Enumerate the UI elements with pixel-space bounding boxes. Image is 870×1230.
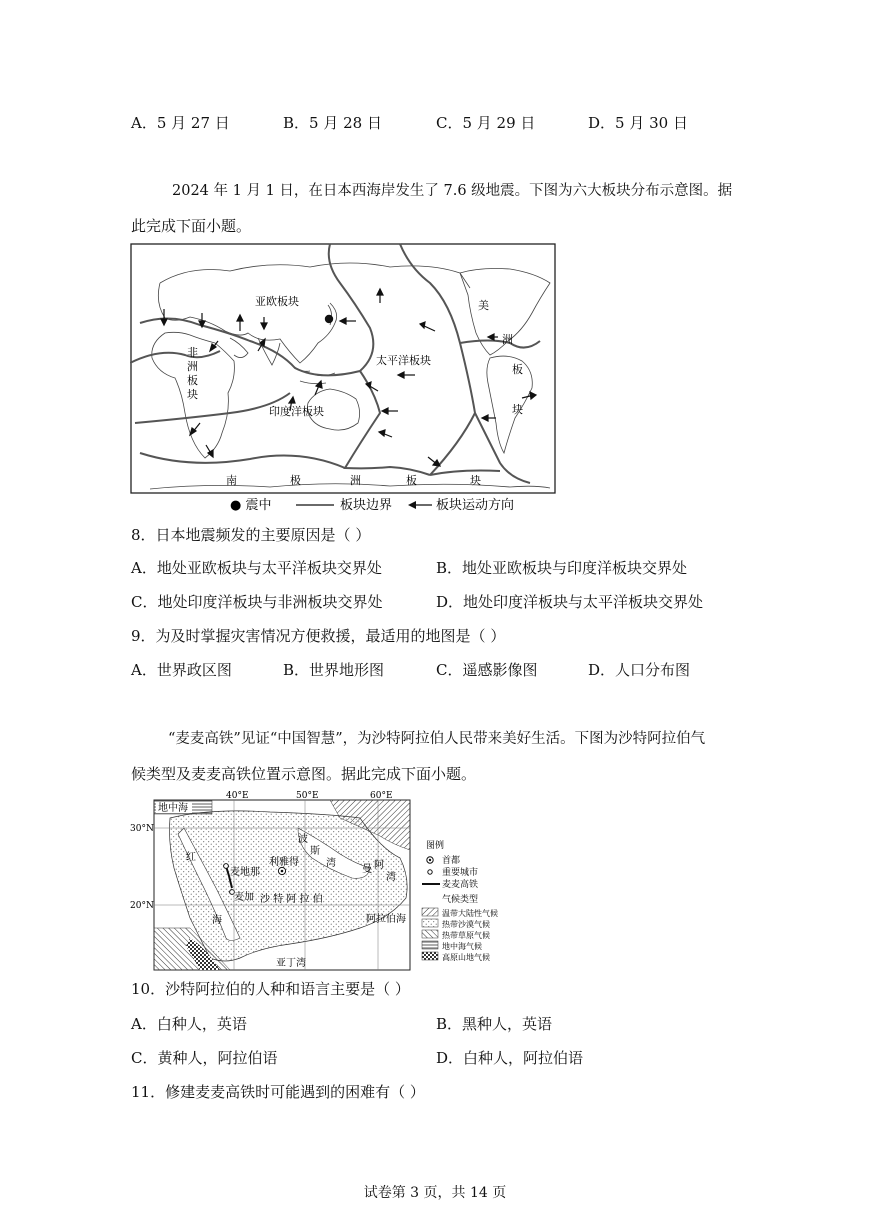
q9-option-d: D．人口分布图 — [588, 661, 691, 679]
q7-option-a: A．5 月 27 日 — [131, 114, 230, 132]
q9-option-c: C．遥感影像图 — [436, 661, 538, 679]
lat-30-label: 30°N — [130, 824, 154, 834]
q10-option-a: A．白种人，英语 — [131, 1015, 247, 1033]
legend-capital: 首都 — [442, 856, 461, 866]
label-american-plate-2: 洲 — [502, 333, 513, 346]
label-eurasian-plate: 亚欧板块 — [255, 295, 299, 308]
q8-option-d: D．地处印度洋板块与太平洋板块交界处 — [436, 593, 704, 611]
label-medina: 麦地那 — [230, 867, 260, 878]
legend-climate-5: 高原山地气候 — [442, 953, 490, 962]
intro-paragraph-2-cont: 候类型及麦麦高铁位置示意图。据此完成下面小题。 — [131, 765, 477, 783]
legend-climate-2: 热带沙漠气候 — [442, 920, 490, 929]
legend-city: 重要城市 — [442, 868, 479, 878]
label-african-plate-2: 洲 — [187, 360, 198, 373]
lat-20-label: 20°N — [130, 901, 154, 911]
label-saudi-arabia: 沙 特 阿 拉 伯 — [260, 894, 323, 905]
label-oman-3: 湾 — [386, 872, 396, 883]
q9-stem: 9．为及时掌握灾害情况方便救援，最适用的地图是（ ） — [131, 627, 506, 645]
q8-option-c: C．地处印度洋板块与非洲板块交界处 — [131, 593, 383, 611]
label-mediterranean: 地中海 — [158, 803, 188, 814]
legend-climate-3: 热带草原气候 — [442, 931, 490, 940]
label-pacific-plate: 太平洋板块 — [376, 354, 431, 367]
label-american-plate-4: 块 — [512, 403, 523, 416]
q10-option-b: B．黑种人，英语 — [436, 1015, 553, 1033]
legend-climate-title: 气候类型 — [442, 895, 479, 905]
label-arabian-sea: 阿拉伯海 — [366, 914, 406, 925]
label-indian-plate: 印度洋板块 — [269, 405, 324, 418]
q7-option-c: C．5 月 29 日 — [436, 114, 536, 132]
q9-option-a: A．世界政区图 — [131, 661, 232, 679]
intro-paragraph-2: “麦麦高铁”见证“中国智慧”，为沙特阿拉伯人民带来美好生活。下图为沙特阿拉伯气 — [168, 731, 706, 747]
label-oman-1: 阿 — [374, 860, 384, 871]
lon-60-label: 60°E — [370, 791, 393, 801]
saudi-climate-map — [130, 788, 502, 972]
q10-stem: 10．沙特阿拉伯的人种和语言主要是（ ） — [131, 980, 410, 998]
legend-epicenter: ● 震中 — [230, 498, 272, 513]
legend-boundary: 板块边界 — [340, 498, 393, 513]
q7-option-b: B．5 月 28 日 — [283, 114, 382, 132]
q7-option-d: D．5 月 30 日 — [588, 114, 688, 132]
q10-option-c: C．黄种人，阿拉伯语 — [131, 1049, 278, 1067]
q8-option-b: B．地处亚欧板块与印度洋板块交界处 — [436, 559, 688, 577]
label-antarctic-plate-1: 南 — [226, 474, 237, 487]
q8-option-a: A．地处亚欧板块与太平洋板块交界处 — [131, 559, 382, 577]
q10-option-d: D．白种人，阿拉伯语 — [436, 1049, 584, 1067]
intro-paragraph-1-cont: 此完成下面小题。 — [131, 217, 252, 235]
legend-arrow-icon — [408, 501, 416, 509]
label-oman-2: 曼 — [362, 864, 372, 875]
lon-40-label: 40°E — [226, 791, 249, 801]
label-persian-1: 波 — [298, 834, 308, 845]
label-american-plate-1: 美 — [478, 299, 489, 312]
intro-paragraph-1: 2024 年 1 月 1 日，在日本西海岸发生了 7.6 级地震。下图为六大板块分布示意图。据 — [172, 183, 733, 199]
lon-50-label: 50°E — [296, 791, 319, 801]
plate-distribution-map — [130, 243, 556, 515]
legend-railway: 麦麦高铁 — [442, 880, 479, 890]
label-african-plate-3: 板 — [187, 374, 198, 387]
q11-stem: 11．修建麦麦高铁时可能遇到的困难有（ ） — [131, 1083, 425, 1101]
label-african-plate-4: 块 — [187, 388, 198, 401]
label-persian-2: 斯 — [310, 846, 320, 857]
label-red-sea-1: 红 — [186, 852, 196, 863]
label-aden: 亚丁湾 — [276, 958, 306, 969]
label-red-sea-2: 海 — [212, 915, 222, 926]
label-persian-3: 湾 — [326, 858, 336, 869]
label-antarctic-plate-3: 洲 — [350, 474, 361, 487]
legend-climate-1: 温带大陆性气候 — [442, 909, 498, 918]
label-antarctic-plate-5: 块 — [470, 474, 481, 487]
legend-title: 图例 — [426, 841, 445, 851]
label-antarctic-plate-2: 极 — [290, 474, 301, 487]
label-american-plate-3: 板 — [512, 363, 523, 376]
page-footer: 试卷第 3 页，共 14 页 — [363, 1185, 507, 1201]
legend-climate-4: 地中海气候 — [442, 942, 482, 951]
label-african-plate-1: 非 — [187, 346, 198, 359]
legend-direction: 板块运动方向 — [436, 498, 515, 513]
q9-option-b: B．世界地形图 — [283, 661, 385, 679]
epicenter-marker — [325, 315, 333, 323]
q8-stem: 8．日本地震频发的主要原因是（ ） — [131, 526, 371, 544]
label-mecca: 麦加 — [234, 892, 254, 903]
label-riyadh: 利雅得 — [269, 857, 299, 868]
label-antarctic-plate-4: 板 — [406, 474, 417, 487]
